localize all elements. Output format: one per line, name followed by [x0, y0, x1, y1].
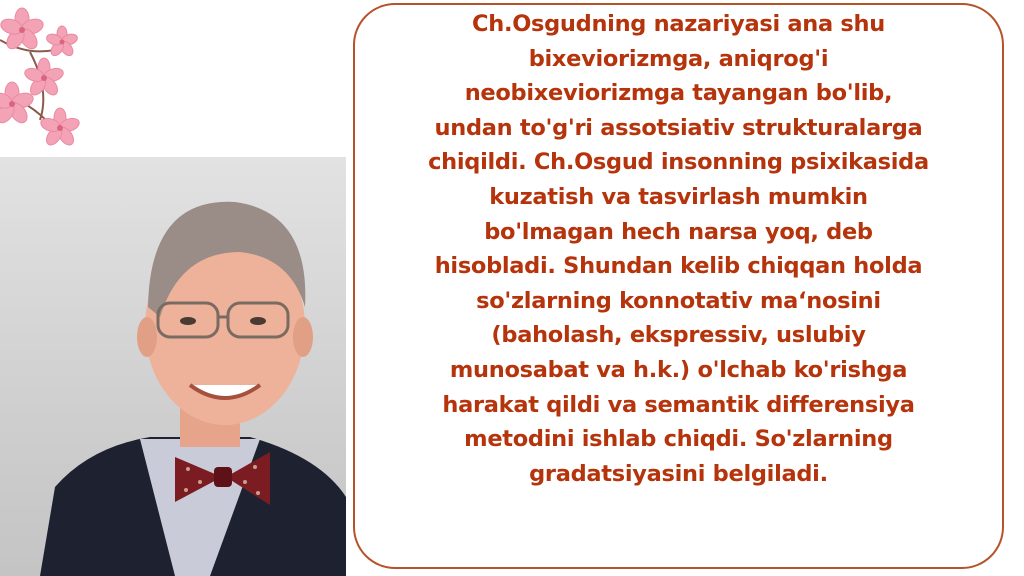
portrait-photo	[0, 157, 346, 576]
cherry-blossom-icon	[0, 0, 110, 160]
text-line: gradatsiyasini belgiladi.	[529, 460, 828, 487]
text-line: harakat qildi va semantik differensiya	[442, 391, 915, 418]
text-line: bixeviorizmga, aniqrog'i	[528, 45, 829, 72]
text-line: hisobladi. Shundan kelib chiqqan holda	[434, 253, 923, 280]
text-line: metodini ishlab chiqdi. So'zlarning	[464, 426, 893, 453]
text-panel	[353, 3, 1004, 569]
panel-text	[428, 5, 929, 491]
text-line: (baholash, ekspressiv, uslubiy	[491, 322, 866, 349]
text-line: neobixeviorizmga tayangan bo'lib,	[464, 80, 893, 107]
text-line: so'zlarning konnotativ ma‘nosini	[476, 287, 881, 314]
text-line: chiqildi. Ch.Osgud insonning psixikasida	[428, 149, 929, 176]
text-line: kuzatish va tasvirlash mumkin	[489, 183, 868, 210]
text-line: munosabat va h.k.) o'lchab ko'rishga	[449, 356, 908, 383]
text-line: undan to'g'ri assotsiativ strukturalarga	[434, 114, 923, 141]
text-line: Ch.Osgudning nazariyasi ana shu	[472, 11, 885, 37]
text-line: bo'lmagan hech narsa yoq, deb	[484, 218, 873, 245]
